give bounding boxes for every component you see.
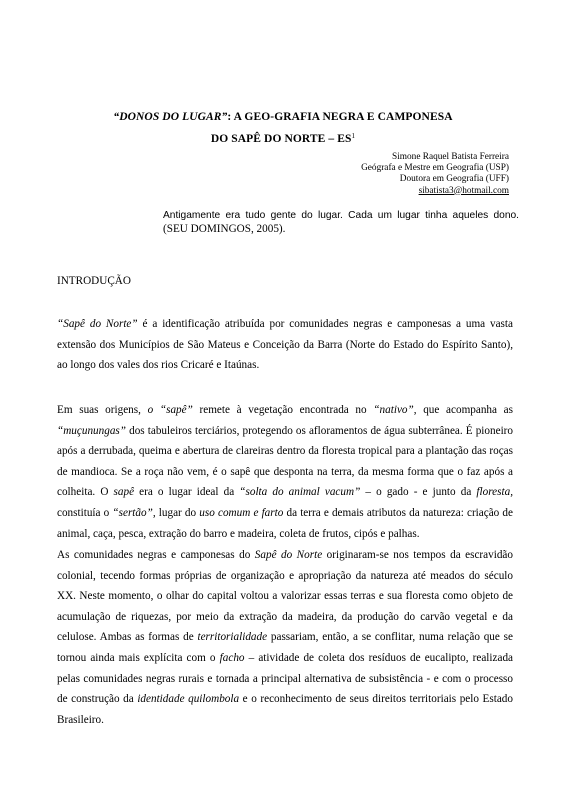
term-sertao: “sertão”, (112, 506, 156, 519)
paragraph-text: passariam, então, a se conflitar, numa relação que se tornou ainda mais explícita com o (57, 631, 513, 664)
paragraph-text: constituía o (57, 506, 113, 519)
title-rest: : A GEO-GRAFIA NEGRA E CAMPONESA (227, 111, 453, 123)
paragraph-text: lugar do (155, 506, 200, 519)
term-identidade-quilombola: identidade quilombola (137, 693, 240, 706)
author-email-link[interactable]: sibatista3@hotmail.com (418, 185, 509, 196)
term-mucunungas: “muçunungas” (57, 424, 126, 437)
term-nativo: “nativo” (373, 404, 414, 416)
epigraph-source: (SEU DOMINGOS, 2005). (163, 222, 286, 235)
paragraph-text: remete à vegetação encontrada no (192, 404, 374, 416)
paragraph-1 (57, 314, 513, 376)
paragraph-text: Em suas origens, (57, 404, 148, 416)
paragraph-2 (57, 400, 513, 544)
paragraph-text: era o lugar ideal da (134, 486, 240, 499)
term-sape-do-norte-2: Sapê do Norte (254, 549, 323, 561)
term-sape-2: sapê (113, 486, 135, 499)
paragraph-text: da terra e demais atributos da natureza: criação de animal, caça, pesca, extração do barro e madeira, coleta de frutos, cipós e palhas. (57, 506, 513, 540)
term-facho: facho (219, 651, 245, 664)
term-sape-do-norte: “Sapê do Norte” (57, 318, 138, 330)
title-line-2 (0, 132, 566, 145)
epigraph-quote: Antigamente era tudo gente do lugar. Cada um lugar tinha aqueles dono. (163, 210, 519, 221)
paragraph-text: – atividade de coleta dos resíduos de eucalipto, realizada pelas comunidades negras rurais e tornada a principal alternativa de subsistência - e com o processo de construção da (57, 651, 513, 706)
author-name: Simone Raquel Batista Ferreira (392, 152, 509, 162)
paragraph-text: – o gado - e junto da (360, 486, 477, 499)
term-floresta: floresta, (476, 486, 513, 499)
paragraph-text: originaram-se nos tempos da escravidão colonial, tecendo formas próprias de organização e apropriação da natureza até meados do século XX. Neste momento, o olhar do capital voltou a valorizar essas terras e sua floresta como objeto de acumulação de riquezas, por meio da extração da madeira, da produção do carvão vegetal e da celulose. Ambas as formas de (57, 549, 513, 644)
footnote-mark[interactable]: 1 (351, 132, 356, 140)
author-block (361, 152, 509, 197)
epigraph (163, 209, 519, 236)
term-territorialidade: territorialidade (197, 631, 268, 644)
paragraph-3 (57, 545, 513, 730)
section-heading: INTRODUÇÃO (57, 275, 131, 287)
paragraph-text: e o reconhecimento de seus direitos territoriais pelo Estado Brasileiro. (57, 693, 513, 726)
paragraph-text: é a identificação atribuída por comunidades negras e camponesas a uma vasta extensão dos Municípios de São Mateus e Conceição da Barra (Norte do Estado do Espírito Santo), ao longo dos vales dos rios Cricaré e Itaúnas. (57, 318, 513, 372)
title-second-line: DO SAPÊ DO NORTE – ES (210, 133, 352, 145)
term-solta-do-animal: “solta do animal vacum” (239, 486, 361, 499)
term-uso-comum: uso comum e farto (199, 506, 284, 519)
paragraph-text: , que acompanha as (413, 404, 513, 416)
term-sape: o “sapê” (147, 404, 193, 416)
paragraph-text: As comunidades negras e camponesas do (57, 549, 255, 561)
author-degree-1: Geógrafa e Mestre em Geografia (USP) (361, 163, 509, 174)
author-degree-2: Doutora em Geografia (UFF) (399, 174, 509, 185)
title-quoted-phrase: “DONOS DO LUGAR” (113, 111, 228, 123)
title-line-1 (0, 111, 566, 123)
paragraph-text: dos tabuleiros terciários, protegendo os afloramentos de água subterrânea. É pioneiro após a derrubada, queima e abertura de clareiras dentro da floresta tropical para a plantação das roças de mandioca. Se a roça não vem, é o sapê que desponta na terra, da mesma forma que o faz após a colheita. O (57, 424, 513, 499)
